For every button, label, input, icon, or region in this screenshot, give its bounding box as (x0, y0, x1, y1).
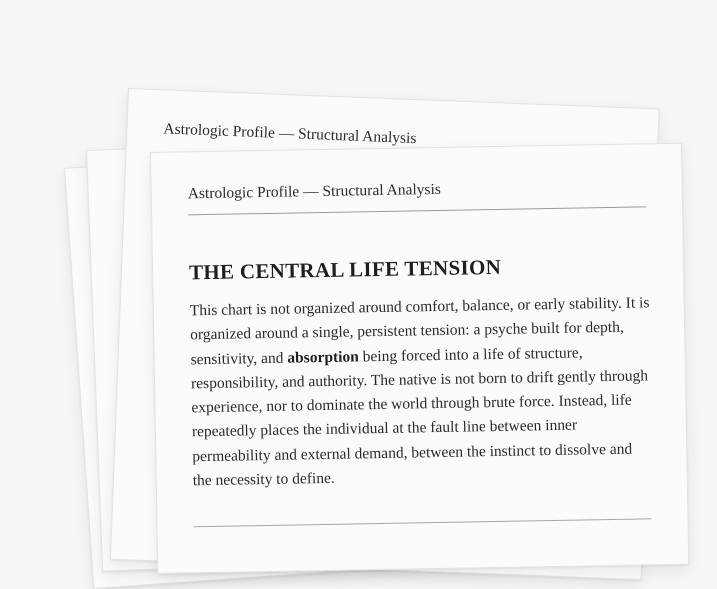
paragraph-text-start: This chart is not organized around comfort, balance, or early stability. It is organized around a single, persistent tension: a psyche built for depth, sensitivity, and (189, 294, 650, 368)
section-heading: THE CENTRAL LIFE TENSION (188, 254, 502, 285)
paragraph-text-end: being forced into a life of structure, responsibility, and authority. The native is not born to drift gently through experience, nor to dominate the world through brute force. Instead, life repeatedly places the individual at the fault line between inner permeability and external demand, between the instinct to dissolve and the necessity to define. (190, 344, 649, 490)
header-divider (188, 206, 646, 215)
front-page (150, 143, 689, 574)
paragraph-emphasis: absorption (287, 347, 359, 367)
page-header-title: Astrologic Profile — Structural Analysis (187, 180, 441, 203)
page-header-title: Astrologic Profile — Structural Analysis (163, 120, 417, 148)
footer-divider (194, 518, 652, 527)
body-paragraph (190, 291, 655, 493)
